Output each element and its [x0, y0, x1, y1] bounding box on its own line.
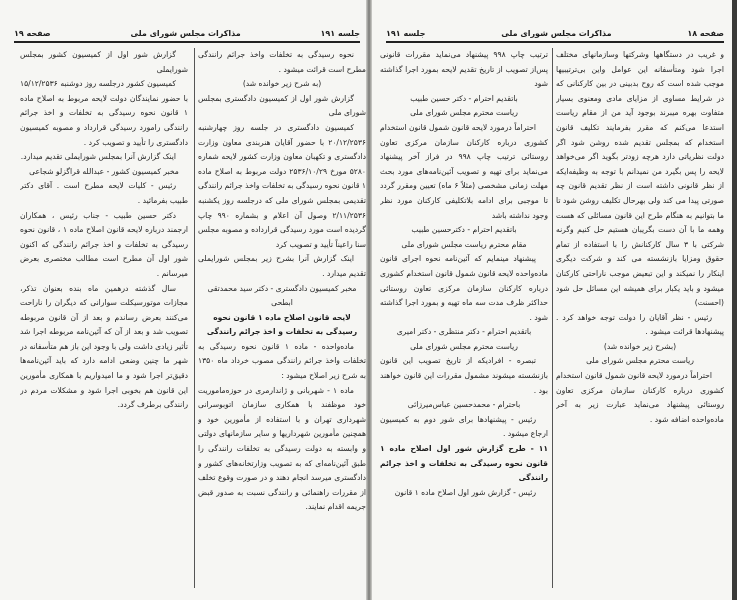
- publication-title: مذاکرات مجلس شورای ملی: [130, 28, 241, 38]
- scan-edge: [732, 0, 737, 600]
- paragraph: گزارش شور اول از کمیسیون کشور بمجلس شورایملی: [20, 50, 188, 74]
- paragraph: باتقدیم احترام - دکتر منتظری - دکتر امیری: [396, 327, 532, 337]
- paragraph: دکتر حسین طبیب - جناب رئیس ، همکاران ارجمند درباره لایحه قانون اصلاح ماده ۱ ، قانون نحوه رسیدگی به تخلفات و اخذ جرائم رانندگی که اکنون شور اول آن مطرح است مطالب مختصری بعرض میرسانم .: [20, 210, 188, 278]
- paragraph: رئیس - گزارش شور اول اصلاح ماده ۱ قانون: [394, 487, 536, 497]
- paragraph: سال گذشته درهمین ماه بنده بعنوان تذکر، مجازات موتورسیکلت سوارانی که دیگران را ناراحت می‌کنند بعرض رساندم و بعد از آن قانون مربوطه تصویب شد و بعد از آن که آئین‌نامه مربوطه اجرا شد تأثیر زیادی داشت ولی با وجود این باز هم متأسفانه در شهر ما چنین وضعی ادامه دارد که باید آئین‌نامه‌ها دقیق‌تر اجرا شود و ما امیدواریم با همکاری مأمورین این قانون هم بخوبی اجرا شود و مشکلات مردم در رانندگی برطرف گردد.: [20, 283, 188, 410]
- paragraph: مخبر کمیسیون دادگستری - دکتر سید محمدتقی ابطحی: [207, 283, 357, 308]
- paragraph: مخبر کمیسیون کشور - عبدالله قراگزلو شجاعی: [29, 166, 179, 176]
- paragraph: نحوه رسیدگی به تخلفات واخذ جرائم رانندگی مطرح است قرائت میشود .: [198, 50, 366, 74]
- paragraph: ۱۱ - طرح گزارش شور اول اصلاح ماده ۱ قانون نحوه رسیدگی به تخلفات و اخذ جرائم رانندگی: [380, 444, 548, 483]
- paragraph: کمیسیون کشور درجلسه روز دوشنبه ۱۵/۱۲/۲۵۳۶ با حضور نمایندگان دولت لایحه مربوط به اصلاح ماده ۱ قانون نحوه رسیدگی به تخلفات و اخذ جرائم رانندگی رامورد رسیدگی قرارداد و مصوبه کمیسیون دادگستری را تأیید و تصویب کرد .: [20, 79, 188, 147]
- paragraph: کمیسیون دادگستری در جلسه روز چهارشنبه ۲۰/۱۲/۲۵۳۶ با حضور آقایان هنربندی معاون وزارت دادگستری و تکهبان معاون وزارت کشور لایحه شماره ۵۲۸۰ مورخ ۲۵۳۶/۱۰/۲۹ دولت مربوط به اصلاح ماده ۱ قانون نحوه رسیدگی به تخلفات واخذ جرائم رانندگی تقدیمی بمجلس شورای ملی که درجلسه روز یکشنبه ۲/۱۱/۲۵۳۶ وصول آن اعلام و بشماره ۹۹۰ چاپ گردیده است مورد رسیدگی قرارداده و مصوبه مجلس سنا راعیناً تأیید و تصویب کرد: [198, 122, 366, 249]
- paragraph: باتقدیم احترام - دکتر حسین طبیب: [410, 93, 518, 103]
- text-column: [556, 48, 724, 588]
- paragraph: مقام محترم ریاست مجلس شورای ملی: [401, 239, 527, 249]
- paragraph: احتراماً درمورد لایحه قانون شمول قانون استخدام کشوری درباره کارکنان سازمان مرکزی تعاون روستائی پیشنهاد می‌نماید عبارت زیر به آخر ماده‌واحده اضافه شود .: [556, 371, 724, 424]
- paragraph: پیشنهاد مینمایم که آئین‌نامه نحوه اجرای قانون ماده‌واحده لایحه قانون شمول قانون استخدام کشوری درباره کارکنان سازمان مرکزی تعاون روستائی حداکثر ظرف مدت سه ماه تهیه و بمورد اجرا گذاشته شود .: [380, 254, 548, 322]
- right-page: [372, 0, 732, 600]
- page-number: صفحه ۱۸: [687, 28, 724, 38]
- paragraph: باحترام - محمدحسین عباس‌میرزائی: [407, 400, 521, 410]
- paragraph: رئیس - کلیات لایحه مطرح است . آقای دکتر طبیب بفرمائید .: [20, 181, 188, 205]
- paragraph: ریاست محترم مجلس شورای ملی: [410, 108, 518, 118]
- paragraph: ماده‌واحده - ماده ۱ قانون نحوه رسیدگی به تخلفات واخذ جرائم رانندگی مصوب خرداد ماه ۱۳۵۰ به شرح زیر اصلاح میشود :: [198, 341, 366, 381]
- paragraph: (بشرح زیر خوانده شد): [603, 341, 677, 351]
- left-page: [0, 0, 368, 600]
- paragraph: گزارش شور اول از کمیسیون دادگستری بمجلس شورای ملی: [198, 93, 366, 118]
- paragraph: ماده ۱ - شهربانی و ژاندارمری در حوزه‌ماموریت خود موظفند با همکاری سازمان اتوبوسرانی شهرداری تهران و با استفاده از مأمورین خود و همچنین مأمورین شهرداریها و سایر سازمانهای دولتی و وابسته به دولت رسیدگی به تخلفات رانندگی را طبق آئین‌نامه‌ای که به تصویب وزارتخانه‌های کشور و دادگستری میرسد انجام دهند و در صورت وقوع تخلف از مقررات راهنمائی و رانندگی نسبت به صدور قبض جریمه اقدام نمایند.: [198, 385, 366, 512]
- paragraph: احتراماً درمورد لایحه قانون شمول قانون استخدام کشوری درباره کارکنان سازمان مرکزی تعاون روستائی ترتیب چاپ ۹۹۸ در فراز آخر پیشنهاد می‌نماید برای تهیه و تصویب آئین‌نامه‌های مورد بحث مهلت زمانی مشخصی (مثلاً ۶ ماه) تعیین ومقرر گردد تا موجبی برای ادامه بلاتکلیفی کارکنان مورد نظر وجود نداشته باشد: [380, 122, 548, 220]
- text-column: [198, 48, 366, 588]
- paragraph: و غریب در دستگاهها وشرکتها وسازمانهای مختلف اجرا شود ومتأسفانه این عوامل واین بی‌ترتیبیها موجب شده است که روح بدبینی در بین کارکنانی که در شرایط مساوی از مزایای مادی ومعنوی بسیار متفاوت بهره میبرند بوجود آید من از مقام ریاست استدعا می‌کنم که مقرر بفرمایند تکلیف قانون استخدام که بمجلس تقدیم شده روشن شود اگر دولت نظریاتی دارد هرچه زودتر بگوید اگر می‌خواهد لایحه را پس بگیرد من نمیدانم با توجه به وظیفه‌ایکه از نظر قانونی داشته است از نظر تقدیم قانون چه صورتی پیدا می کند ولی بهرحال تکلیف روشن شود تا ما بتوانیم به هنگام طرح این قانون مسائلی که هست وهمه ما با آن دست بگریبان هستیم حل کنیم وگرنه شرکتی با ۳ سال کارکنانش را با استفاده از تمام حقوق ومزایا بازنشسته می کند و شرکت دیگری اینکار را نمیکند و این تبعیض موجب ناراحتی کارکنان میشود و باید یکبار برای همیشه این مسائل حل شود (احسنت): [556, 50, 724, 308]
- page-number: صفحه ۱۹: [14, 28, 51, 38]
- page-header: [14, 26, 360, 40]
- paragraph: (به شرح زیر خوانده شد): [242, 79, 322, 89]
- session-number: جلسه ۱۹۱: [320, 28, 360, 38]
- text-column: [380, 48, 548, 588]
- paragraph: باتقدیم احترام - دکترحسین طبیب: [411, 225, 517, 235]
- paragraph: رئیس - پیشنهادها برای شور دوم به کمیسیون ارجاع میشود .: [380, 414, 548, 439]
- column-divider: [194, 48, 195, 588]
- paragraph: ترتیب چاپ ۹۹۸ پیشنهاد می‌نماید مقررات قانونی پس‌از تصویب از تاریخ تقدیم لایحه بمورد اجرا گذاشته شود: [380, 50, 548, 89]
- header-rule: [386, 41, 724, 43]
- paragraph: لایحه قانون اصلاح ماده ۱ قانون نحوه رسیدگی به تخلفات و اخذ جرائم رانندگی: [206, 312, 358, 337]
- header-rule: [14, 41, 360, 43]
- session-number: جلسه ۱۹۱: [386, 28, 426, 38]
- paragraph: رئیس - نظر آقایان را دولت توجه خواهد کرد . پیشنهادها قرائت میشود .: [556, 312, 724, 337]
- paragraph: اینک گزارش آنرا بمجلس شورایملی تقدیم میدارد.: [20, 152, 176, 162]
- column-divider: [552, 48, 553, 588]
- publication-title: مذاکرات مجلس شورای ملی: [501, 28, 612, 38]
- paragraph: ریاست محترم مجلس شورای ملی: [586, 356, 694, 366]
- text-column: [20, 48, 188, 588]
- paragraph: تبصره - افرادیکه از تاریخ تصویب این قانون بازنشسته میشوند مشمول مقررات این قانون خواهند بود .: [380, 356, 548, 395]
- paragraph: اینک گزارش آنرا بشرح زیر بمجلس شورایملی تقدیم میدارد .: [198, 254, 366, 278]
- paragraph: ریاست محترم مجلس شورای ملی: [410, 341, 518, 351]
- page-header: [386, 26, 724, 40]
